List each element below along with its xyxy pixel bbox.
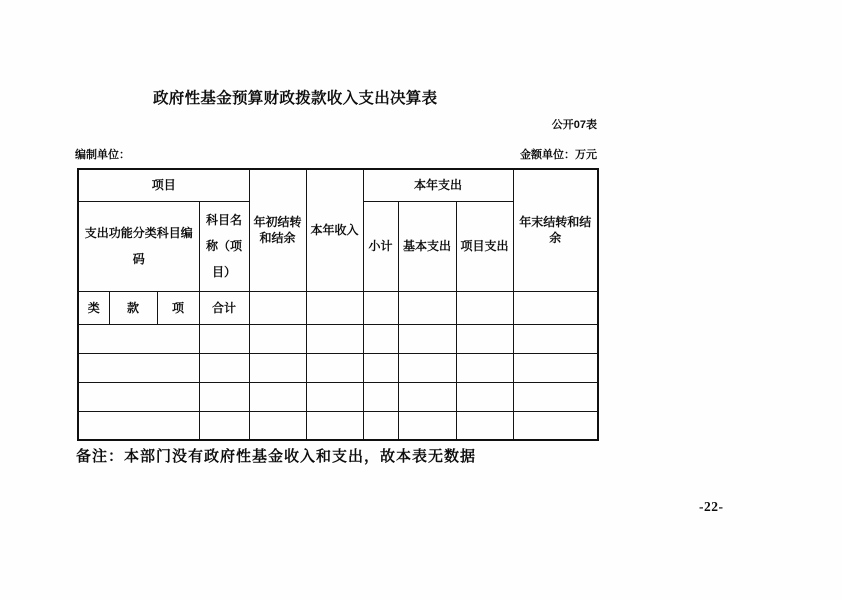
row-basic-cell	[398, 324, 456, 353]
table-row	[78, 353, 598, 382]
row-income-cell	[306, 411, 363, 440]
row-code-cell	[78, 324, 199, 353]
row-basic-cell	[398, 382, 456, 411]
row-end-cell	[513, 324, 598, 353]
row-subtotal-cell	[363, 324, 398, 353]
row-income-cell	[306, 324, 363, 353]
header-year-expense-group: 本年支出	[363, 169, 513, 201]
header-row-1	[78, 169, 598, 201]
row-code-cell	[78, 411, 199, 440]
row-code-cell	[78, 382, 199, 411]
row-end-cell	[513, 353, 598, 382]
total-project-cell	[456, 291, 513, 324]
form-code-label: 公开07表	[551, 119, 597, 131]
row-begin-cell	[249, 411, 306, 440]
table-row	[78, 382, 598, 411]
table-row	[78, 324, 598, 353]
total-begin-cell	[249, 291, 306, 324]
total-end-cell	[513, 291, 598, 324]
row-project-cell	[456, 411, 513, 440]
row-begin-cell	[249, 382, 306, 411]
amount-unit-label: 金额单位：万元	[520, 149, 597, 161]
total-row	[78, 291, 598, 324]
row-begin-cell	[249, 324, 306, 353]
header-func-code: 支出功能分类科目编码	[78, 201, 199, 291]
fund-budget-table	[77, 168, 599, 441]
row-name-cell	[199, 353, 249, 382]
header-project-expense: 项目支出	[456, 201, 513, 291]
total-row-label: 合计	[199, 291, 249, 324]
row-subtotal-cell	[363, 382, 398, 411]
row-code-cell	[78, 353, 199, 382]
row-end-cell	[513, 411, 598, 440]
row-project-cell	[456, 382, 513, 411]
row-name-cell	[199, 382, 249, 411]
row-begin-cell	[249, 353, 306, 382]
row-end-cell	[513, 382, 598, 411]
header-col-item: 项	[157, 291, 199, 324]
row-basic-cell	[398, 353, 456, 382]
page-number: -22-	[699, 499, 724, 514]
footer-note: 备注：本部门没有政府性基金收入和支出，故本表无数据	[76, 449, 477, 465]
header-basic-expense: 基本支出	[398, 201, 456, 291]
prepared-by-label: 编制单位：	[75, 149, 130, 161]
header-subtotal: 小计	[363, 201, 398, 291]
row-project-cell	[456, 324, 513, 353]
row-name-cell	[199, 411, 249, 440]
document-title: 政府性基金预算财政拨款收入支出决算表	[153, 90, 438, 107]
row-subtotal-cell	[363, 411, 398, 440]
table-row	[78, 411, 598, 440]
row-basic-cell	[398, 411, 456, 440]
row-income-cell	[306, 382, 363, 411]
row-subtotal-cell	[363, 353, 398, 382]
total-basic-cell	[398, 291, 456, 324]
total-income-cell	[306, 291, 363, 324]
header-col-class: 类	[78, 291, 109, 324]
row-name-cell	[199, 324, 249, 353]
header-subject-name: 科目名称（项目）	[199, 201, 249, 291]
total-subtotal-cell	[363, 291, 398, 324]
header-item-group: 项目	[78, 169, 249, 201]
header-end-balance: 年末结转和结余	[513, 169, 598, 291]
row-project-cell	[456, 353, 513, 382]
header-col-section: 款	[109, 291, 157, 324]
row-income-cell	[306, 353, 363, 382]
header-year-income: 本年收入	[306, 169, 363, 291]
header-begin-balance: 年初结转和结余	[249, 169, 306, 291]
